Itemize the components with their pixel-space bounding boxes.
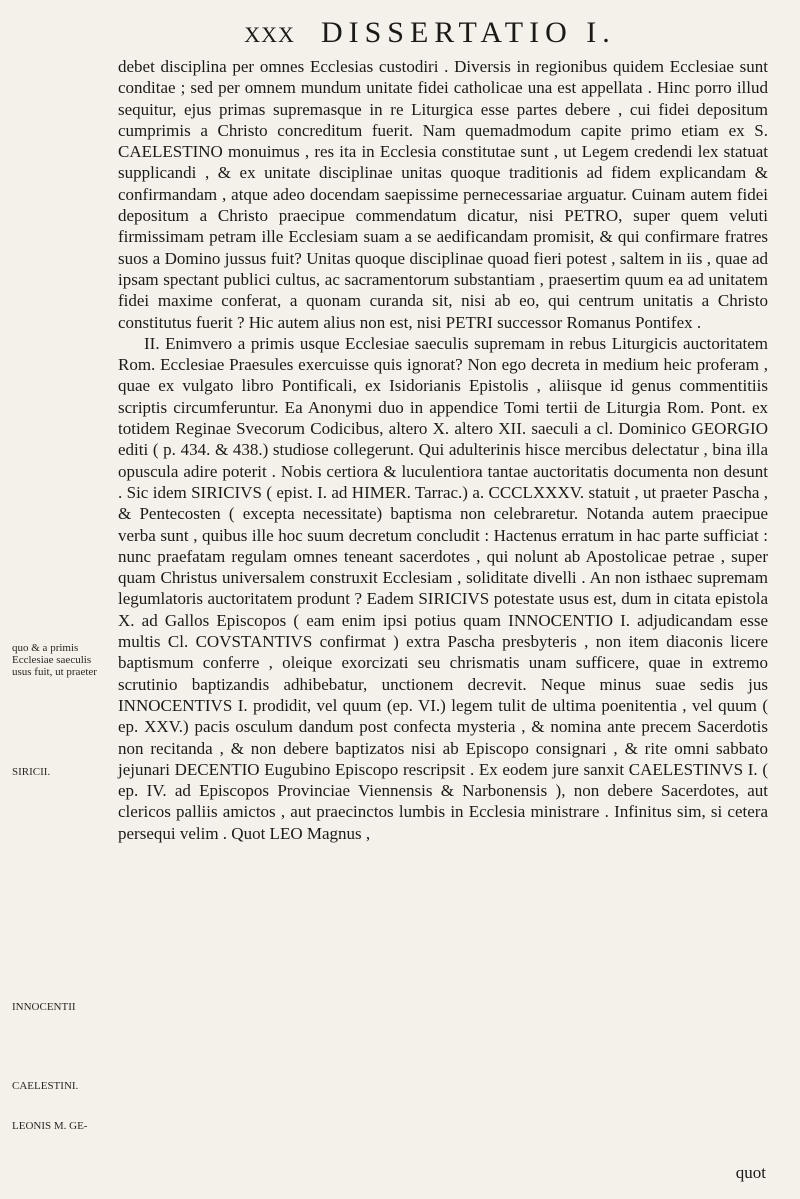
margin-note-caelestini: CAELESTINI.: [12, 1080, 79, 1092]
main-text: [118, 56, 768, 844]
catchword: quot: [735, 1163, 766, 1182]
margin-note-usus: quo & a primis Ecclesiae saeculis usus fuit, ut praeter: [12, 642, 97, 678]
paragraph-ii: II. Enimvero a primis usque Ecclesiae saeculis supremam in rebus Liturgicis auctoritatem Rom. Ecclesiae Praesules exercuisse quis ignorat? Non ego decreta in medium heic proferam , quae ex vulgato libro Pontificali, ex Isidorianis Epistolis , aliisque id genus commentitiis scriptis circumferuntur. Ea Anonymi duo in appendice Tomi tertii de Liturgia Rom. Pont. ex totidem Reginae Svecorum Codicibus, altero X. altero XII. saeculi a cl. Dominico GEORGIO editi ( p. 434. & 438.) studiose collegerunt. Qui adulterinis hisce mercibus delectatur , bina illa opuscula adire poterit . Nobis certiora & luculentiora tantae auctoritatis documenta non desunt . Sic idem SIRICIVS ( epist. I. ad HIMER. Tarrac.) a. CCCLXXXV. statuit , ut praeter Pascha , & Pentecosten ( excepta necessitate) baptisma non celebraretur. Notanda autem praecipue verba sunt , quibus ille hoc suum decretum concludit : Hactenus erratum in hac parte sufficiat : nunc praefatam regulam omnes teneant sacerdotes , qui nolunt ab Apostolicae petrae , super quam Christus universalem construxit Ecclesiam , soliditate divelli . An non isthaec supremam legumlatoris auctoritatem produnt ? Eadem SIRICIVS potestate usus est, dum in citata epistola X. ad Gallos Episcopos ( eam enim ipsi potius quam INNOCENTIO I. adjudicandam esse multis Cl. COVSTANTIVS confirmat ) extra Pascha presbyteris , non item diaconis licere baptismum conferre , oleique exorcizati seu chrismatis unam sufficere, quae in extremo scrutinio baptizandis adhibebatur, unctionem decrevit. Neque minus suae sedis jus INNOCENTIVS I. prodidit, vel quum (ep. VI.) legem tulit de ultima poenitentia , vel quum ( ep. XXV.) pacis osculum dandum post confecta mysteria , & nomina ante precem Sacerdotis non recitanda , & non debere baptizatos nisi ab Episcopo consignari , & rite omni sabbato jejunari DECENTIO Eugubino Episcopo rescripsit . Ex eodem jure sanxit CAELESTINVS I. ( ep. IV. ad Episcopos Provinciae Viennensis & Narbonensis ), non debere Sacerdotes, aut clericos palliis amictos , aut praecinctos lumbis in Ecclesia ministrare . Infinitus sim, si cetera persequi velim . Quot LEO Magnus ,: [118, 333, 768, 843]
margin-note-leonis: LEONIS M. GE-: [12, 1120, 88, 1132]
page-number: XXX: [244, 22, 295, 47]
margin-note-innocentii: INNOCENTII: [12, 1001, 76, 1013]
paragraph-continuation: debet disciplina per omnes Ecclesias custodiri . Diversis in regionibus quidem Ecclesiae sunt conditae ; sed per omnem mundum unitate fidei catholicae una est appellata . Hinc porro illud sequitur, ejus primas supremasque in re Liturgica esse partes debere , cui fidei depositum cumprimis a Christo concreditum fuerit. Nam quemadmodum capite primo etiam ex S. CAELESTINO monuimus , res ita in Ecclesia constitutae sunt , ut Legem credendi lex statuat supplicandi , & ex unitate disciplinae unitas quoque traditionis ad fidem explicandam & confirmandam , atque adeo docendam saepissime pernecessariae arguatur. Cuinam autem fidei depositum a Christo praecipue commendatum dicatur, nisi PETRO, super quem veluti firmissimam petram ille Ecclesiam suam a se aedificandam promisit, & qui confirmare fratres suos a Domino jussus fuit? Unitas quoque disciplinae quoad fieri potest , saltem in iis , quae ad ipsam spectant publici cultus, ac sacramentorum substantiam , praesertim quum ea ad unitatem fidei maxime conferat, a quonam curanda sit, nisi ab eo, qui centrum unitatis a Christo constitutus fuerit ? Hic autem alius non est, nisi PETRI successor Romanus Pontifex .: [118, 57, 768, 332]
margin-note-siricii: SIRICII.: [12, 766, 51, 778]
running-header: [90, 16, 770, 52]
running-title: DISSERTATIO I.: [320, 16, 616, 49]
